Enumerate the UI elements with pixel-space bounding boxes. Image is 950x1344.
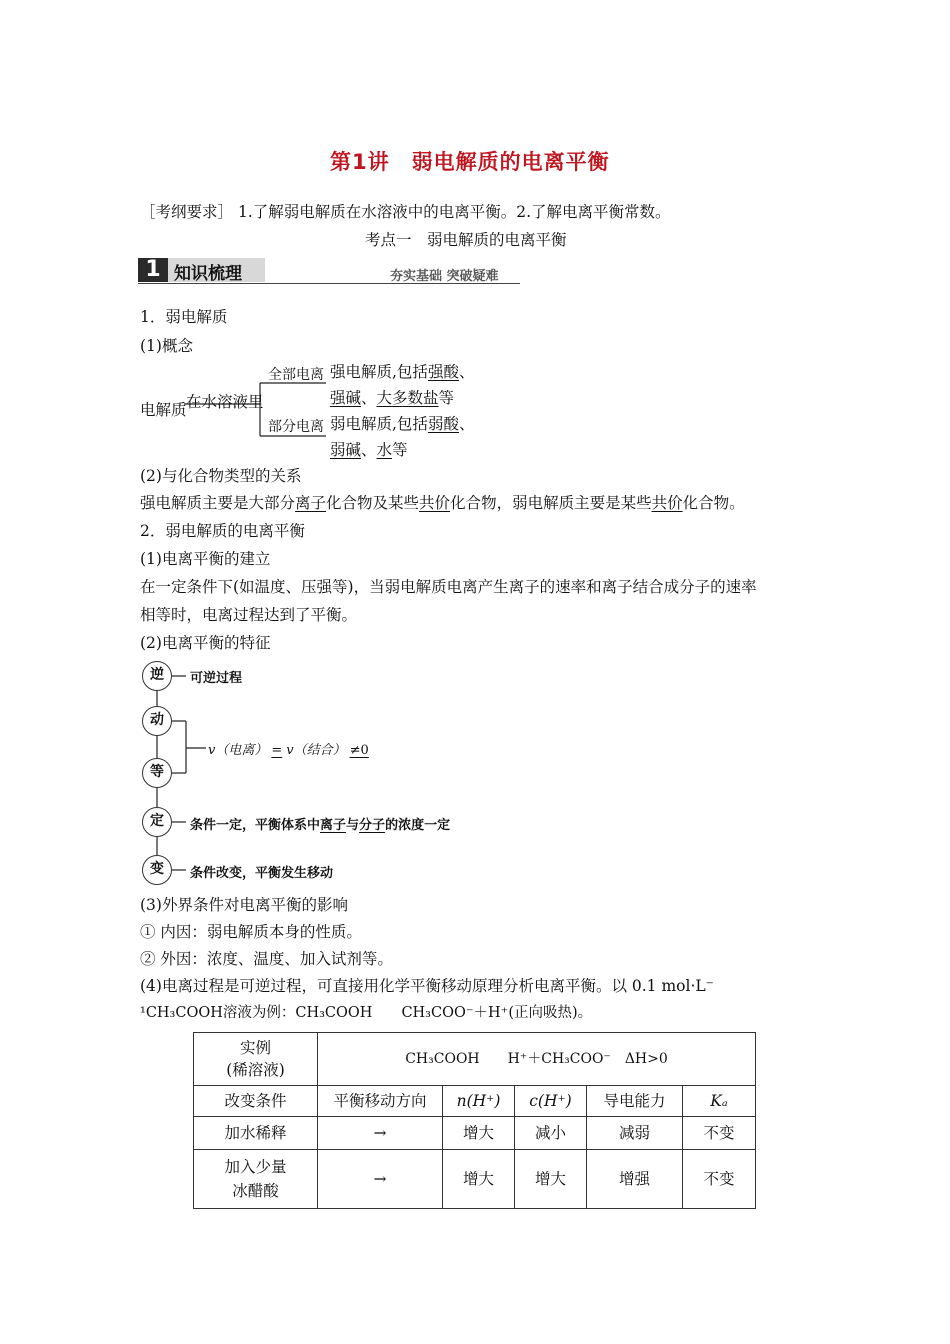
feature-circle-fixed: 定 xyxy=(142,807,172,837)
requirements-text: 1.了解弱电解质在水溶液中的电离平衡。2.了解电离平衡常数。 xyxy=(233,203,671,221)
table-cell: 增大 xyxy=(443,1150,515,1209)
answer-strong-acid: 强酸 xyxy=(427,363,459,381)
diagram-strong-line1: 强电解质,包括强酸、 xyxy=(330,363,475,381)
table-cell: 加入少量 冰醋酸 xyxy=(194,1150,318,1209)
diagram-weak-line2: 弱碱、水等 xyxy=(330,441,408,459)
s2-heading: 2．弱电解质的电离平衡 xyxy=(140,522,305,540)
s1-concept-heading: (1)概念 xyxy=(140,337,193,355)
answer-covalent-1: 共价 xyxy=(419,494,451,512)
answer-water: 水 xyxy=(376,441,393,459)
answer-covalent-2: 共价 xyxy=(651,494,683,512)
table-row xyxy=(194,1033,756,1086)
answer-molecules: 分子 xyxy=(359,818,386,833)
s1-relation-heading: (2)与化合物类型的关系 xyxy=(140,467,302,485)
effect-table xyxy=(193,1032,756,1209)
s2-external-factor: ② 外因：浓度、温度、加入试剂等。 xyxy=(140,950,393,968)
banner-subtitle: 夯实基础 突破疑难 xyxy=(390,269,499,284)
s2-para4-line2: ¹CH₃COOH溶液为例：CH₃COOH CH₃COO⁻＋H⁺(正向吸热)。 xyxy=(140,1005,593,1021)
s2-para4-line1: (4)电离过程是可逆过程，可直接用化学平衡移动原理分析电离平衡。以 0.1 mol·L⁻ xyxy=(140,977,714,995)
diagram-full-ionization: 全部电离 xyxy=(268,367,324,383)
answer-weak-acid: 弱酸 xyxy=(427,415,459,433)
section-title: 考点一 弱电解质的电离平衡 xyxy=(365,231,567,249)
table-row xyxy=(194,1117,756,1150)
diagram-weak-line1: 弱电解质,包括弱酸、 xyxy=(330,415,475,433)
table-equation: CH₃COOH H⁺＋CH₃COO⁻ ΔH>0 xyxy=(318,1033,756,1086)
diagram-root: 电解质 xyxy=(140,401,187,419)
feature-equal-rate-text: v（电离） = v（结合） ≠0 xyxy=(208,743,369,758)
s1-relation-text: 强电解质主要是大部分离子化合物及某些共价化合物，弱电解质主要是某些共价化合物。 xyxy=(140,494,745,512)
table-cell: 减小 xyxy=(515,1117,587,1150)
table-row xyxy=(194,1150,756,1209)
table-cell: → xyxy=(318,1150,443,1209)
table-cell: 加水稀释 xyxy=(194,1117,318,1150)
banner-title: 知识梳理 xyxy=(174,264,242,284)
s2-external-heading: (3)外界条件对电离平衡的影响 xyxy=(140,896,348,914)
table-cell: 增强 xyxy=(587,1150,683,1209)
s2-establishment-line2: 相等时，电离过程达到了平衡。 xyxy=(140,606,358,624)
table-header: 导电能力 xyxy=(587,1086,683,1117)
table-cell: 增大 xyxy=(515,1150,587,1209)
feature-change-text: 条件改变，平衡发生移动 xyxy=(190,866,334,881)
answer-ionic: 离子 xyxy=(295,494,327,512)
diagram-partial-ionization: 部分电离 xyxy=(268,419,324,435)
table-header-row xyxy=(194,1086,756,1117)
feature-circle-dynamic: 动 xyxy=(142,706,172,736)
diagram-strong-line2: 强碱、大多数盐等 xyxy=(330,389,455,407)
s2-features-heading: (2)电离平衡的特征 xyxy=(140,634,271,652)
table-cell: → xyxy=(318,1117,443,1150)
diagram-condition: 在水溶液里 xyxy=(186,393,264,411)
table-header: c(H⁺) xyxy=(515,1086,587,1117)
table-cell: 减弱 xyxy=(587,1117,683,1150)
table-cell: 实例 (稀溶液) xyxy=(194,1033,318,1086)
table-header: 平衡移动方向 xyxy=(318,1086,443,1117)
table-cell: 不变 xyxy=(683,1150,756,1209)
feature-reversible-text: 可逆过程 xyxy=(190,671,243,686)
answer-most-salts: 大多数盐 xyxy=(376,389,439,407)
answer-strong-base: 强碱 xyxy=(330,389,362,407)
feature-circle-equal: 等 xyxy=(142,758,172,788)
feature-fixed-text: 条件一定，平衡体系中离子与分子的浓度一定 xyxy=(190,818,451,833)
table-cell: 不变 xyxy=(683,1117,756,1150)
answer-ions: 离子 xyxy=(320,818,347,833)
page-title: 第1讲 弱电解质的电离平衡 xyxy=(330,150,610,174)
feature-circle-change: 变 xyxy=(142,855,172,885)
answer-weak-base: 弱碱 xyxy=(330,441,362,459)
table-header: n(H⁺) xyxy=(443,1086,515,1117)
feature-circle-reversible: 逆 xyxy=(142,661,172,691)
s2-establishment-heading: (1)电离平衡的建立 xyxy=(140,550,271,568)
table-header: 改变条件 xyxy=(194,1086,318,1117)
s2-internal-factor: ① 内因：弱电解质本身的性质。 xyxy=(140,923,362,941)
s1-heading: 1．弱电解质 xyxy=(140,308,228,326)
table-header: Kₐ xyxy=(683,1086,756,1117)
requirements-tag: ［考纲要求］ xyxy=(140,203,234,221)
table-cell: 增大 xyxy=(443,1117,515,1150)
banner-number: 1 xyxy=(138,258,168,282)
s2-establishment-line1: 在一定条件下(如温度、压强等)，当弱电解质电离产生离子的速率和离子结合成分子的速率 xyxy=(140,578,757,596)
